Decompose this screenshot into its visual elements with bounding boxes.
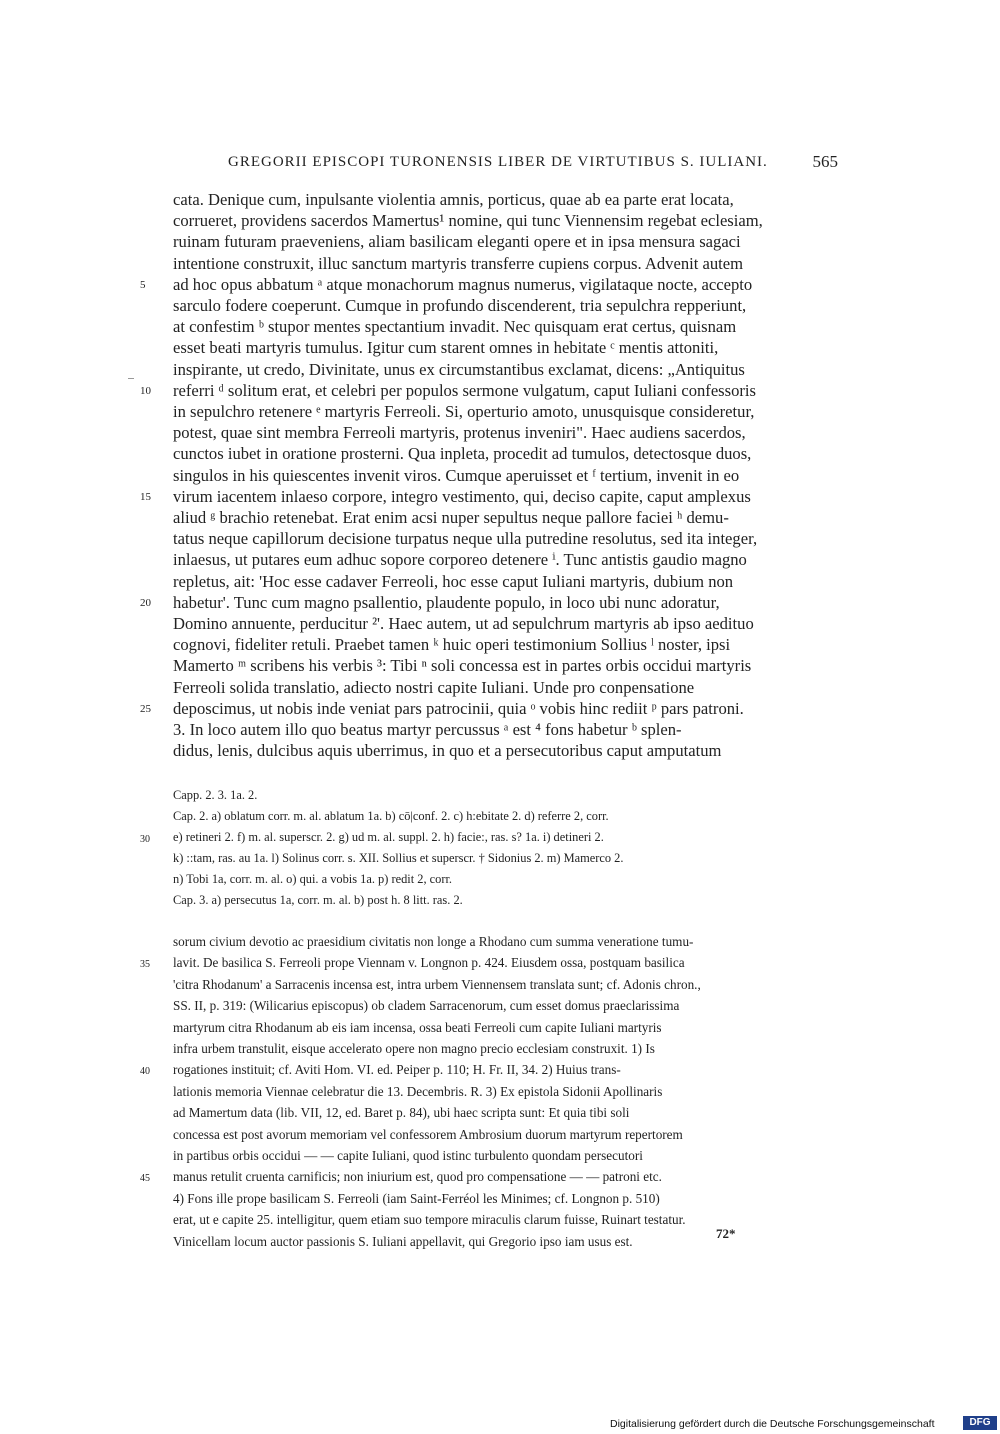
line-number: 45 (140, 1173, 150, 1185)
main-text-line: Domino annuente, perducitur ²'. Haec autem, ut ad sepulchrum martyris ab ipso aedituo (173, 614, 754, 633)
main-text-line: ad hoc opus abbatum ᵃ atque monachorum magnus numerus, vigilataque nocte, accepto (173, 274, 753, 294)
apparatus-line: Cap. 2. a) oblatum corr. m. al. ablatum 1a. b) cō|conf. 2. c) h:ebitate 2. d) referre 2, corr. (173, 809, 609, 823)
digitization-credit: Digitalisierung gefördert durch die Deutsche Forschungsgemeinschaft (610, 1418, 935, 1430)
commentary-line: concessa est post avorum memoriam vel confessorem Ambrosium duorum martyrum repertorem (173, 1126, 683, 1142)
line-number: 20 (140, 596, 151, 609)
running-title: GREGORII EPISCOPI TURONENSIS LIBER DE VIRTUTIBUS S. IULIANI. (228, 154, 768, 170)
main-text-line: habetur'. Tunc cum magno psallentio, plaudente populo, in loco ubi nunc adoratur, (173, 592, 720, 612)
main-text-line: esset beati martyris tumulus. Igitur cum starent omnes in hebitate ᶜ mentis attoniti, (173, 338, 719, 358)
apparatus-line: Capp. 2. 3. 1a. 2. (173, 788, 258, 802)
main-text-line: repletus, ait: 'Hoc esse cadaver Ferreoli, hoc esse caput Iuliani martyris, dubium non (173, 571, 734, 591)
main-text-line: inspirante, ut credo, Divinitate, unus ex circumstantibus exclamat, dicens: „Antiquitus (173, 359, 745, 379)
main-text-line: ruinam futuram praeveniens, aliam basilicam eleganti opere et in ipsa mensura sagaci (173, 232, 741, 252)
line-number: 25 (140, 702, 151, 715)
main-text-line: Mamerto ᵐ scribens his verbis ³: Tibi ⁿ soli concessa est in partes orbis occidui martyris (173, 656, 752, 676)
main-text-line: aliud ᵍ brachio retenebat. Erat enim acsi nuper sepultus neque pallore faciei ʰ demu- (173, 508, 729, 527)
main-text-line: in sepulchro retenere ᵉ martyris Ferreoli. Si, operturio amoto, unusquisque consideretur, (173, 402, 755, 421)
commentary-line: in partibus orbis occidui — — capite Iuliani, quod istinc turbulento quondam persecutori (173, 1148, 643, 1163)
main-text-line: tatus neque capillorum decisione turpatus neque ulla putredine resolutus, sed ita integer, (173, 529, 758, 549)
commentary-line: lavit. De basilica S. Ferreoli prope Viennam v. Longnon p. 424. Eiusdem ossa, postquam basilica (173, 955, 685, 971)
commentary-line: martyrum citra Rhodanum ab eis iam incensa, ossa beati Ferreoli cum capite Iuliani martyris (173, 1019, 662, 1035)
main-text-line: referri ᵈ solitum erat, et celebri per populos sermone vulgatum, caput Iuliani confessoris (173, 380, 756, 400)
commentary-line: manus retulit cruenta carnificis; non iniurium est, quod pro compensatione — — patroni etc. (173, 1169, 662, 1185)
main-text-line: potest, quae sint membra Ferreoli martyris, protenus inveniri". Haec audiens sacerdos, (173, 423, 746, 443)
main-text-line: virum iacentem inlaeso corpore, integro vestimento, qui, deciso capite, caput amplexus (173, 486, 751, 506)
apparatus-line: n) Tobi 1a, corr. m. al. o) qui. a vobis 1a. p) redit 2, corr. (173, 872, 453, 886)
page-number: 565 (812, 152, 838, 171)
main-text-line: cunctos iubet in oratione prosterni. Qua inpleta, procedit ad tumulos, detectosque duos, (173, 444, 752, 464)
apparatus-line: e) retineri 2. f) m. al. superscr. 2. g) ud m. al. suppl. 2. h) facie:, ras. s? 1a. i) detineri 2. (173, 830, 604, 844)
main-text-line: cata. Denique cum, inpulsante violentia amnis, porticus, quae ab ea parte erat locata, (173, 190, 734, 209)
commentary-line: ad Mamertum data (lib. VII, 12, ed. Baret p. 84), ubi haec scripta sunt: Et quia tibi soli (173, 1105, 630, 1121)
commentary-line: rogationes instituit; cf. Aviti Hom. VI. ed. Peiper p. 110; H. Fr. II, 34. 2) Huius trans- (173, 1062, 621, 1078)
apparatus-line: k) ::tam, ras. au 1a. l) Solinus corr. s. XII. Sollius et superscr. † Sidonius 2. m) Mamerco 2. (173, 851, 624, 865)
line-number: 15 (140, 490, 151, 503)
apparatus-line: Cap. 3. a) persecutus 1a, corr. m. al. b) post h. 8 litt. ras. 2. (173, 893, 463, 907)
commentary-line: lationis memoria Viennae celebratur die 13. Decembris. R. 3) Ex epistola Sidonii Apollinaris (173, 1083, 663, 1099)
main-text-line: singulos in his quiescentes invenit viros. Cumque aperuisset et ᶠ tertium, invenit in eo (173, 465, 740, 485)
signature-mark: 72* (716, 1226, 736, 1241)
commentary-line: SS. II, p. 319: (Wilicarius episcopus) ob cladem Sarracenorum, cum esset domus praeclarissima (173, 998, 680, 1014)
line-number: 35 (140, 959, 150, 971)
main-text-line: sarculo fodere coeperunt. Cumque in profundo discenderent, tria sepulchra repperiunt, (173, 296, 747, 315)
commentary-line: 'citra Rhodanum' a Sarracenis incensa est, intra urbem Viennensem translata sunt; cf. Adonis chron., (173, 976, 701, 992)
dfg-logo: DFG (963, 1416, 997, 1430)
main-text-line: intentione construxit, illuc sanctum martyris transferre cupiens corpus. Advenit autem (173, 253, 744, 273)
commentary-line: erat, ut e capite 25. intelligitur, quem etiam suo tempore miraculis clarum fuisse, Ruinart testatur. (173, 1212, 686, 1228)
line-number: 40 (140, 1066, 150, 1078)
main-text-line: cognovi, fideliter retuli. Praebet tamen ᵏ huic operi testimonium Sollius ˡ noster, ipsi (173, 635, 731, 655)
main-text-line: 3. In loco autem illo quo beatus martyr percussus ᵃ est ⁴ fons habetur ᵇ splen- (173, 720, 682, 739)
main-text-line: corrueret, providens sacerdos Mamertus¹ nomine, qui tunc Viennensim regebat eclesiam, (173, 211, 763, 231)
commentary-line: Vinicellam locum auctor passionis S. Iuliani appellavit, qui Gregorio ipso iam usus est. (173, 1233, 633, 1249)
running-header (170, 150, 838, 180)
commentary-line: infra urbem transtulit, eisque accelerato opere non magno precio ecclesiam construxit. 1) Is (173, 1041, 655, 1056)
line-number: 5 (140, 278, 146, 291)
main-text-line: didus, lenis, dulcibus aquis uberrimus, in quo et a persecutoribus caput amputatum (173, 741, 722, 761)
main-text-line: inlaesus, ut putares eum adhuc sopore corporeo detenere ⁱ. Tunc antistis gaudio magno (173, 550, 747, 570)
main-text-line: Ferreoli solida translatio, adiecto nostri capite Iuliani. Unde pro conpensatione (173, 677, 695, 697)
main-text-line: deposcimus, ut nobis inde veniat pars patrocinii, quia ᵒ vobis hinc rediit ᵖ pars patroni. (173, 698, 744, 718)
line-number: 30 (140, 834, 150, 845)
commentary-line: sorum civium devotio ac praesidium civitatis non longe a Rhodano cum summa veneratione tumu- (173, 934, 694, 949)
line-number: 10 (140, 384, 151, 397)
commentary-line: 4) Fons ille prope basilicam S. Ferreoli (iam Saint-Ferréol les Minimes; cf. Longnon p. 510) (173, 1190, 660, 1206)
main-text-line: at confestim ᵇ stupor mentes spectantium invadit. Nec quisquam erat certus, quisnam (173, 317, 737, 337)
margin-tick (128, 378, 134, 379)
